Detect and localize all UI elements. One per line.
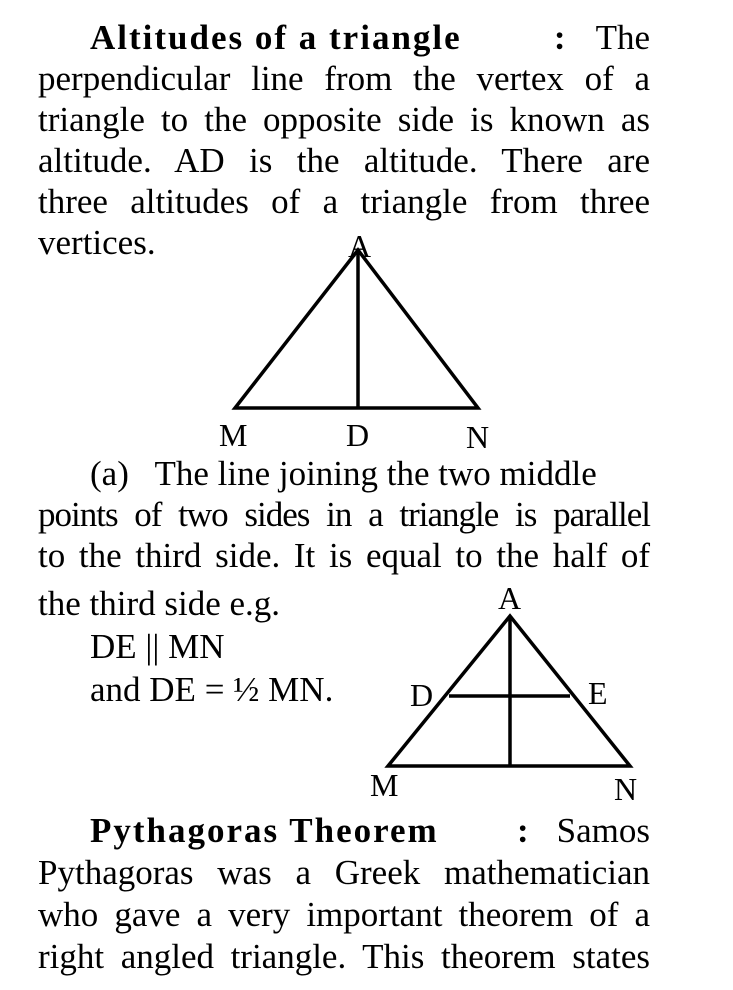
label-m: M [219, 417, 248, 453]
midpoint-line: points of two sides in a triangle is parallel [38, 495, 650, 534]
label-a2: A [498, 580, 522, 616]
altitudes-body-line: vertices. [38, 223, 156, 262]
midpoint-line: the third side e.g. [38, 584, 281, 623]
label-d: D [346, 417, 370, 453]
midpoint-line: (a) The line joining the two middle [90, 454, 597, 493]
altitudes-colon: : [553, 18, 568, 57]
equation-parallel: DE || MN [90, 627, 225, 666]
midpoint-line: to the third side. It is equal to the half of [38, 536, 650, 575]
altitudes-body-line: altitude. AD is the altitude. There are [38, 141, 650, 180]
altitudes-heading: Altitudes of a triangle [90, 18, 462, 57]
pythagoras-heading: Pythagoras Theorem [90, 811, 439, 850]
label-d2: D [410, 677, 434, 713]
pythagoras-body-line: Samos [556, 811, 650, 850]
label-n: N [466, 419, 490, 455]
altitudes-body-line: The [595, 18, 650, 57]
pythagoras-body-line: who gave a very important theorem of a [38, 895, 650, 934]
label-n2: N [614, 771, 638, 807]
altitudes-body-line: perpendicular line from the vertex of a [38, 59, 650, 98]
pythagoras-first-line [90, 810, 650, 851]
altitudes-body-line: triangle to the opposite side is known as [38, 100, 650, 139]
altitudes-body-line: three altitudes of a triangle from three [38, 182, 650, 221]
pythagoras-body-line: Pythagoras was a Greek mathematician [38, 853, 650, 892]
equation-half: and DE = ½ MN. [90, 670, 334, 709]
label-a: A [348, 228, 372, 264]
label-m2: M [370, 767, 399, 803]
pythagoras-body-line: right angled triangle. This theorem states [38, 937, 650, 976]
pythagoras-colon: : [516, 811, 531, 850]
label-e2: E [588, 675, 608, 711]
